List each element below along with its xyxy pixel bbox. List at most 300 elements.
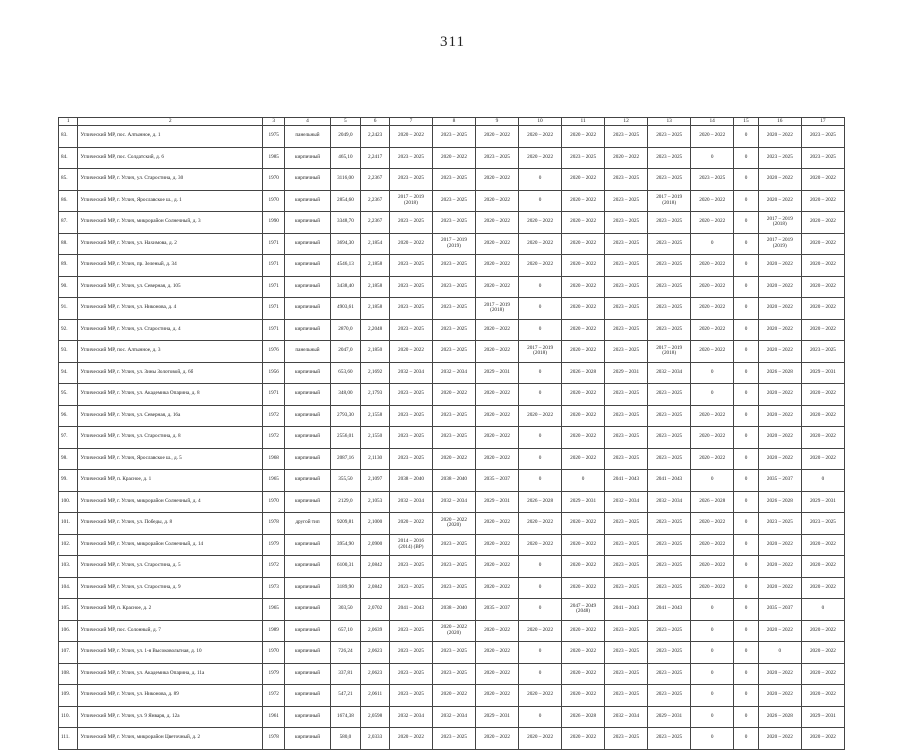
table-row (59, 448, 845, 470)
table-cell: другой тип (285, 513, 330, 535)
table-row (59, 706, 845, 728)
table-cell: 2023 – 2025 (389, 169, 432, 191)
table-cell: 2023 – 2025 (691, 169, 734, 191)
table-cell: 2023 – 2025 (432, 341, 475, 363)
table-cell: 0 (734, 663, 759, 685)
table-cell: 1989 (262, 620, 285, 642)
table-cell: 2023 – 2025 (389, 577, 432, 599)
table-cell: 2023 – 2025 (389, 319, 432, 341)
capital-repair-table (58, 117, 845, 750)
table-cell: 2023 – 2025 (605, 126, 648, 148)
table-cell: 0 (519, 298, 562, 320)
table-cell: 1674,38 (330, 706, 361, 728)
table-cell: 2020 – 2022 (476, 384, 519, 406)
column-number: 17 (801, 118, 844, 126)
table-row (59, 663, 845, 685)
row-number: 93. (59, 341, 78, 363)
table-cell: 3954,90 (330, 534, 361, 556)
row-number: 102. (59, 534, 78, 556)
table-cell: 2023 – 2025 (648, 298, 691, 320)
table-cell: кирпичный (285, 620, 330, 642)
table-cell: 0 (519, 319, 562, 341)
table-cell: 0 (801, 470, 844, 492)
table-cell: 1979 (262, 663, 285, 685)
table-cell: кирпичный (285, 405, 330, 427)
table-cell: 2020 – 2022 (801, 405, 844, 427)
table-cell: 2023 – 2025 (432, 190, 475, 212)
table-cell: 2023 – 2025 (432, 319, 475, 341)
table-cell: 2023 – 2025 (605, 556, 648, 578)
table-cell: 0 (734, 642, 759, 664)
building-address: Углический МР, г. Углич, ул. Старостина, д. 8 (78, 427, 262, 449)
table-cell: 0 (734, 470, 759, 492)
table-cell: 2020 – 2022 (758, 620, 801, 642)
table-cell: 2023 – 2025 (605, 298, 648, 320)
table-cell: 2020 – 2022 (2020) (432, 513, 475, 535)
table-cell: 1990 (262, 212, 285, 234)
table-cell: 9209,81 (330, 513, 361, 535)
table-cell: 2038 – 2040 (389, 470, 432, 492)
row-number: 104. (59, 577, 78, 599)
table-cell: 2023 – 2025 (605, 534, 648, 556)
table-cell: 653,60 (330, 362, 361, 384)
table-cell: 2026 – 2028 (519, 491, 562, 513)
table-cell: 2023 – 2025 (648, 126, 691, 148)
table-cell: 2,0623 (361, 663, 390, 685)
column-number: 9 (476, 118, 519, 126)
table-cell: 2023 – 2025 (605, 255, 648, 277)
table-cell: 0 (519, 169, 562, 191)
table-cell: 0 (691, 642, 734, 664)
building-address: Углический МР, г. Углич, ул. Старостина, д. 9 (78, 577, 262, 599)
table-cell: 2020 – 2022 (476, 556, 519, 578)
table-cell: 0 (519, 642, 562, 664)
table-cell: 3694,30 (330, 233, 361, 255)
table-cell: 2023 – 2025 (432, 728, 475, 750)
table-cell: 2020 – 2022 (801, 319, 844, 341)
column-number: 8 (432, 118, 475, 126)
table-cell: 2020 – 2022 (519, 126, 562, 148)
table-cell: 4903,61 (330, 298, 361, 320)
table-cell: 2017 – 2019 (2019) (432, 233, 475, 255)
table-cell: кирпичный (285, 685, 330, 707)
table-cell: 2020 – 2022 (801, 169, 844, 191)
table-cell: 1970 (262, 491, 285, 513)
page-number: 311 (440, 34, 465, 50)
table-cell: 2,0842 (361, 577, 390, 599)
table-cell: 2032 – 2034 (648, 362, 691, 384)
table-row (59, 491, 845, 513)
table-cell: 2020 – 2022 (758, 405, 801, 427)
table-cell: 2020 – 2022 (476, 620, 519, 642)
table-cell: 2020 – 2022 (562, 642, 605, 664)
table-cell: 2029 – 2031 (562, 491, 605, 513)
table-cell: 2,1097 (361, 470, 390, 492)
table-cell: 2020 – 2022 (758, 577, 801, 599)
table-cell: 2020 – 2022 (389, 341, 432, 363)
table-cell: 2023 – 2025 (432, 405, 475, 427)
table-cell: 2020 – 2022 (519, 212, 562, 234)
table-cell: 2023 – 2025 (648, 147, 691, 169)
table-cell: кирпичный (285, 427, 330, 449)
table-cell: 2020 – 2022 (562, 190, 605, 212)
table-cell: 2023 – 2025 (801, 513, 844, 535)
table-cell: 2020 – 2022 (389, 513, 432, 535)
table-cell: 0 (519, 190, 562, 212)
table-cell: 2,1550 (361, 427, 390, 449)
table-cell: 0 (734, 577, 759, 599)
table-row (59, 470, 845, 492)
table-cell: 0 (519, 384, 562, 406)
table-cell: 2017 – 2019 (2018) (389, 190, 432, 212)
table-cell: кирпичный (285, 384, 330, 406)
table-cell: 6100,31 (330, 556, 361, 578)
row-number: 111. (59, 728, 78, 750)
table-cell: 0 (691, 685, 734, 707)
table-cell: 0 (734, 620, 759, 642)
column-number: 16 (758, 118, 801, 126)
table-cell: 1971 (262, 384, 285, 406)
table-cell: 2023 – 2025 (432, 556, 475, 578)
building-address: Углический МР, пос. Алтынное, д. 1 (78, 126, 262, 148)
table-cell: 2020 – 2022 (801, 728, 844, 750)
table-cell: 2047,0 (330, 341, 361, 363)
table-cell: кирпичный (285, 169, 330, 191)
table-cell: 2020 – 2022 (691, 298, 734, 320)
table-cell: 2029 – 2031 (648, 706, 691, 728)
table-cell: 2020 – 2022 (476, 642, 519, 664)
table-cell: 2020 – 2022 (562, 126, 605, 148)
table-cell: 2023 – 2025 (605, 212, 648, 234)
table-cell: 2023 – 2025 (605, 427, 648, 449)
table-row (59, 728, 845, 750)
table-cell: 2020 – 2022 (562, 728, 605, 750)
table-cell: 2020 – 2022 (562, 620, 605, 642)
table-cell: 2020 – 2022 (691, 319, 734, 341)
table-row (59, 384, 845, 406)
table-cell: 3116,00 (330, 169, 361, 191)
table-row (59, 513, 845, 535)
table-cell: 2023 – 2025 (605, 384, 648, 406)
table-cell: 0 (734, 190, 759, 212)
table-cell: 0 (734, 685, 759, 707)
table-cell: 2023 – 2025 (476, 147, 519, 169)
table-cell: 2041 – 2043 (605, 470, 648, 492)
table-cell: кирпичный (285, 298, 330, 320)
table-cell: 2020 – 2022 (476, 728, 519, 750)
table-cell: 2,0900 (361, 534, 390, 556)
table-cell: кирпичный (285, 577, 330, 599)
table-cell: 2020 – 2022 (389, 728, 432, 750)
table-cell: 2020 – 2022 (691, 448, 734, 470)
table-cell: 2020 – 2022 (758, 276, 801, 298)
column-number: 3 (262, 118, 285, 126)
table-cell: 2020 – 2022 (562, 233, 605, 255)
table-cell: 2026 – 2028 (758, 362, 801, 384)
table-cell: 2020 – 2022 (758, 663, 801, 685)
table-cell: 2023 – 2025 (648, 513, 691, 535)
table-cell: 2020 – 2022 (691, 341, 734, 363)
table-cell: 3438,40 (330, 276, 361, 298)
table-cell: 2020 – 2022 (476, 319, 519, 341)
table-cell: 2020 – 2022 (476, 169, 519, 191)
table-cell: 2020 – 2022 (801, 190, 844, 212)
table-cell: 2020 – 2022 (432, 384, 475, 406)
table-cell: 2023 – 2025 (432, 276, 475, 298)
table-row (59, 685, 845, 707)
table-cell: 2,2048 (361, 319, 390, 341)
table-cell: 2023 – 2025 (389, 663, 432, 685)
table-cell: 1978 (262, 513, 285, 535)
column-number: 14 (691, 118, 734, 126)
building-address: Углический МР, г. Углич, микрорайон Солнечный, д. 14 (78, 534, 262, 556)
table-cell: кирпичный (285, 319, 330, 341)
table-cell: 0 (691, 728, 734, 750)
table-cell: 2020 – 2022 (801, 448, 844, 470)
building-address: Углический МР, пос. Солдатский, д. 6 (78, 147, 262, 169)
table-cell: 2023 – 2025 (648, 556, 691, 578)
table-cell: 2029 – 2031 (801, 491, 844, 513)
table-cell: 2,0639 (361, 620, 390, 642)
table-cell: 2020 – 2022 (519, 255, 562, 277)
table-cell: 0 (734, 599, 759, 621)
table-cell: 2020 – 2022 (758, 728, 801, 750)
table-row (59, 298, 845, 320)
table-cell: 2023 – 2025 (605, 513, 648, 535)
table-cell: 2020 – 2022 (562, 212, 605, 234)
table-cell: 2023 – 2025 (389, 276, 432, 298)
table-row (59, 255, 845, 277)
building-address: Углический МР, г. Углич, ул. 1-я Высоковольтная, д. 10 (78, 642, 262, 664)
row-number: 94. (59, 362, 78, 384)
table-cell: 2020 – 2022 (432, 448, 475, 470)
table-cell: 2017 – 2019 (2018) (758, 212, 801, 234)
table-cell: кирпичный (285, 534, 330, 556)
table-cell: 2020 – 2022 (562, 663, 605, 685)
table-cell: 1972 (262, 427, 285, 449)
table-cell: кирпичный (285, 362, 330, 384)
table-cell: 657,10 (330, 620, 361, 642)
table-row (59, 341, 845, 363)
table-cell: 303,50 (330, 599, 361, 621)
table-cell: 1972 (262, 685, 285, 707)
table-row (59, 126, 845, 148)
table-cell: 2,1850 (361, 341, 390, 363)
table-cell: 2020 – 2022 (801, 685, 844, 707)
table-cell: 2032 – 2034 (389, 706, 432, 728)
row-number: 98. (59, 448, 78, 470)
table-cell: 0 (734, 556, 759, 578)
table-cell: 0 (691, 663, 734, 685)
table-cell: 0 (734, 276, 759, 298)
table-cell: 0 (519, 663, 562, 685)
table-cell: 2,0842 (361, 556, 390, 578)
table-cell: 2020 – 2022 (476, 212, 519, 234)
table-cell: 0 (801, 599, 844, 621)
table-cell: 2020 – 2022 (389, 233, 432, 255)
table-cell: 2020 – 2022 (476, 405, 519, 427)
table-cell: 2,1053 (361, 491, 390, 513)
table-cell: 2020 – 2022 (476, 427, 519, 449)
table-cell: 0 (734, 448, 759, 470)
table-cell: 2023 – 2025 (801, 126, 844, 148)
table-cell: 0 (691, 620, 734, 642)
table-cell: 2032 – 2034 (432, 706, 475, 728)
table-cell: 2023 – 2025 (605, 448, 648, 470)
table-cell: панельный (285, 341, 330, 363)
building-address: Углический МР, г. Углич, ул. Северная, д. 105 (78, 276, 262, 298)
table-cell: 2023 – 2025 (432, 298, 475, 320)
table-cell: 2023 – 2025 (389, 384, 432, 406)
table-cell: 0 (734, 728, 759, 750)
table-cell: 0 (734, 169, 759, 191)
table-cell: 0 (691, 233, 734, 255)
building-address: Углический МР, г. Углич, микрорайон Солнечный, д. 4 (78, 491, 262, 513)
table-cell: 2,0598 (361, 706, 390, 728)
table-cell: 2,1692 (361, 362, 390, 384)
table-cell: кирпичный (285, 470, 330, 492)
table-cell: 2556,01 (330, 427, 361, 449)
table-cell: 0 (519, 556, 562, 578)
table-cell: 0 (519, 362, 562, 384)
table-cell: 2023 – 2025 (648, 577, 691, 599)
table-cell: 2020 – 2022 (801, 620, 844, 642)
table-cell: 2020 – 2022 (758, 169, 801, 191)
table-cell: 0 (734, 427, 759, 449)
table-cell: 2023 – 2025 (389, 212, 432, 234)
row-number: 95. (59, 384, 78, 406)
table-cell: кирпичный (285, 147, 330, 169)
table-cell: 2023 – 2025 (648, 620, 691, 642)
column-number: 12 (605, 118, 648, 126)
table-cell: 2020 – 2022 (562, 513, 605, 535)
table-cell: 2020 – 2022 (691, 255, 734, 277)
table-cell: 2023 – 2025 (432, 577, 475, 599)
table-cell: кирпичный (285, 212, 330, 234)
table-cell: 2023 – 2025 (389, 427, 432, 449)
table-cell: 2020 – 2022 (691, 534, 734, 556)
table-cell: 2020 – 2022 (476, 513, 519, 535)
table-cell: 2020 – 2022 (562, 341, 605, 363)
row-number: 99. (59, 470, 78, 492)
building-address: Углический МР, г. Углич, микрорайон Солнечный, д. 3 (78, 212, 262, 234)
row-number: 105. (59, 599, 78, 621)
table-cell: 2029 – 2031 (476, 706, 519, 728)
table-cell: 0 (734, 233, 759, 255)
table-cell: 1956 (262, 362, 285, 384)
table-cell: 2020 – 2022 (758, 126, 801, 148)
table-row (59, 427, 845, 449)
table-row (59, 577, 845, 599)
table-cell: 2026 – 2028 (562, 706, 605, 728)
building-address: Углический МР, пос. Солонный, д. 7 (78, 620, 262, 642)
table-cell: 2,2367 (361, 169, 390, 191)
column-number: 4 (285, 118, 330, 126)
column-number-row (59, 118, 845, 126)
table-cell: 2870,0 (330, 319, 361, 341)
building-address: Углический МР, г. Углич, ул. Академика Опарина, д. 11а (78, 663, 262, 685)
building-address: Углический МР, п. Красное, д. 2 (78, 599, 262, 621)
row-number: 109. (59, 685, 78, 707)
building-address: Углический МР, г. Углич, ул. Старостина, д. 5 (78, 556, 262, 578)
row-number: 89. (59, 255, 78, 277)
table-cell: 2020 – 2022 (758, 190, 801, 212)
table-cell: 1968 (262, 448, 285, 470)
table-cell: 465,10 (330, 147, 361, 169)
table-cell: 2020 – 2022 (801, 427, 844, 449)
row-number: 106. (59, 620, 78, 642)
table-cell: 1961 (262, 706, 285, 728)
table-cell: 2020 – 2022 (562, 298, 605, 320)
building-address: Углический МР, г. Углич, пр. Зеленый, д. 34 (78, 255, 262, 277)
table-cell: 2026 – 2028 (691, 491, 734, 513)
table-cell: 1965 (262, 470, 285, 492)
row-number: 103. (59, 556, 78, 578)
table-cell: 2020 – 2022 (519, 620, 562, 642)
table-cell: 2020 – 2022 (801, 212, 844, 234)
table-cell: 2020 – 2022 (758, 298, 801, 320)
table-cell: 2020 – 2022 (562, 276, 605, 298)
table-cell: кирпичный (285, 190, 330, 212)
table-cell: 2020 – 2022 (432, 685, 475, 707)
table-cell: 0 (734, 341, 759, 363)
building-address: Углический МР, г. Углич, ул. Никонова, д. 4 (78, 298, 262, 320)
table-cell: 2793,30 (330, 405, 361, 427)
table-cell: 337,81 (330, 663, 361, 685)
table-cell: 2017 – 2019 (2018) (476, 298, 519, 320)
table-cell: 2023 – 2025 (432, 169, 475, 191)
table-cell: 2020 – 2022 (432, 147, 475, 169)
table-cell: 2,2367 (361, 190, 390, 212)
row-number: 85. (59, 169, 78, 191)
table-cell: 2020 – 2022 (691, 427, 734, 449)
table-cell: 1979 (262, 534, 285, 556)
building-address: Углический МР, п. Красное, д. 1 (78, 470, 262, 492)
row-number: 97. (59, 427, 78, 449)
table-cell: 2023 – 2025 (432, 427, 475, 449)
table-cell: 1971 (262, 319, 285, 341)
table-cell: 580,0 (330, 728, 361, 750)
table-cell: 2041 – 2043 (648, 470, 691, 492)
table-cell: 2023 – 2025 (432, 642, 475, 664)
table-cell: 2032 – 2034 (605, 491, 648, 513)
table-cell: 2017 – 2019 (2018) (648, 341, 691, 363)
table-cell: 2,1793 (361, 384, 390, 406)
table-cell: 2032 – 2034 (432, 362, 475, 384)
table-cell: 2023 – 2025 (648, 448, 691, 470)
table-cell: 0 (734, 212, 759, 234)
table-row (59, 190, 845, 212)
table-cell: 2023 – 2025 (648, 233, 691, 255)
table-cell: 1975 (262, 126, 285, 148)
table-row (59, 276, 845, 298)
table-cell: 0 (734, 405, 759, 427)
table-cell: 2020 – 2022 (758, 556, 801, 578)
table-cell: 2020 – 2022 (476, 190, 519, 212)
building-address: Углический МР, г. Углич, ул. Победы, д. 8 (78, 513, 262, 535)
table-cell: 2,1130 (361, 448, 390, 470)
table-cell: 2023 – 2025 (648, 212, 691, 234)
building-address: Углический МР, г. Углич, ул. Академика Опарина, д. 8 (78, 384, 262, 406)
table-cell: 0 (519, 577, 562, 599)
table-cell: 2023 – 2025 (648, 427, 691, 449)
table-cell: 2,0333 (361, 728, 390, 750)
table-cell: 2023 – 2025 (648, 663, 691, 685)
table-cell: 2020 – 2022 (691, 212, 734, 234)
table-cell: 2023 – 2025 (648, 384, 691, 406)
table-cell: 2023 – 2025 (605, 620, 648, 642)
row-number: 84. (59, 147, 78, 169)
